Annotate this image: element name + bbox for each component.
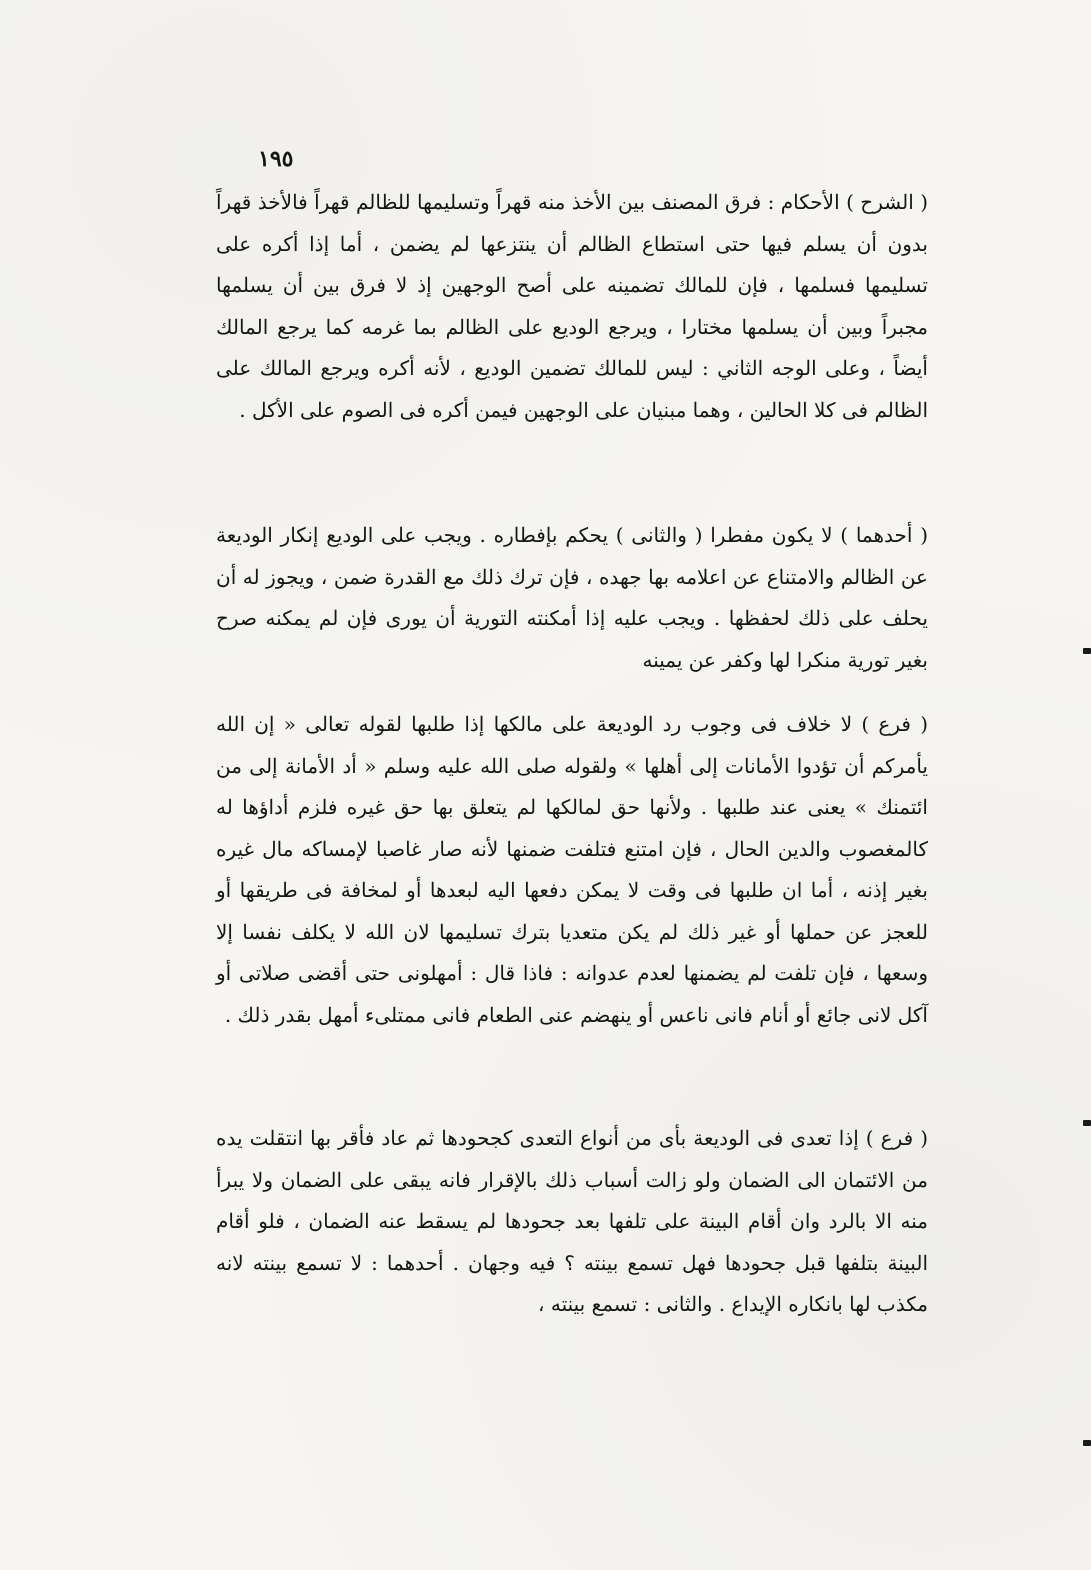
paragraph-text: ( الشرح ) الأحكام : فرق المصنف بين الأخذ منه قهراً وتسليمها للظالم قهراً فالأخذ قهراً بدون أن يسلم فيها حتى استطاع الظالم أن ينتزعها لم يضمن ، أما إذا أكره على تسليمها فسلمها ، فإن للمالك تضمينه على أصح الوجهين إذ لا فرق بين أن يسلمها مجبراً وبين أن يسلمها مختارا ، ويرجع الوديع على الظالم بما غرمه كما يرجع المالك أيضاً ، وعلى الوجه الثاني : ليس للمالك تضمين الوديع ، لأنه أكره ويرجع المالك على الظالم فى كلا الحالين ، وهما مبنيان على الوجهين فيمن أكره فى الصوم على الأكل . — [216, 190, 928, 422]
scan-edge-mark — [1083, 648, 1091, 654]
scan-edge-mark — [1083, 1440, 1091, 1446]
paragraph-first-view — [216, 515, 928, 681]
paragraph-branch-return — [216, 704, 928, 1036]
paragraph-text: ( أحدهما ) لا يكون مفطرا ( والثانى ) يحكم بإفطاره . ويجب على الوديع إنكار الوديعة عن الظالم والامتناع عن اعلامه بها جهده ، فإن ترك ذلك مع القدرة ضمن ، ويجوز له أن يحلف على ذلك لحفظها . ويجب عليه إذا أمكنته التورية أن يورى فإن لم يمكنه صرح بغير تورية منكرا لها وكفر عن يمينه — [216, 523, 928, 672]
paragraph-text: ( فرع ) لا خلاف فى وجوب رد الوديعة على مالكها إذا طلبها لقوله تعالى « إن الله يأمركم أن تؤدوا الأمانات إلى أهلها » ولقوله صلى الله عليه وسلم « أد الأمانة إلى من ائتمنك » يعنى عند طلبها . ولأنها حق لمالكها لم يتعلق بها حق غيره فلزم أداؤها له كالمغصوب والدين الحال ، فإن امتنع فتلفت ضمنها لأنه صار غاصبا لإمساكه مال غيره بغير إذنه ، أما ان طلبها فى وقت لا يمكن دفعها اليه لبعدها أو لمخافة فى طريقها أو للعجز عن حملها أو غير ذلك لم يكن متعديا بترك تسليمها لان الله لا يكلف نفسا إلا وسعها ، فإن تلفت لم يضمنها لعدم عدوانه : فاذا قال : أمهلونى حتى أقضى صلاتى أو آكل لانى جائع أو أنام فانى ناعس أو ينهضم عنى الطعام فانى ممتلىء أمهل بقدر ذلك . — [216, 712, 928, 1027]
scan-edge-mark — [1083, 1120, 1091, 1126]
paragraph-branch-transgression — [216, 1118, 928, 1326]
paragraph-commentary — [216, 182, 928, 431]
paragraph-text: ( فرع ) إذا تعدى فى الوديعة بأى من أنواع التعدى كجحودها ثم عاد فأقر بها انتقلت يده من الائتمان الى الضمان ولو زالت أسباب ذلك بالإقرار فانه يبقى على الضمان ولا يبرأ منه الا بالرد وان أقام البينة على تلفها بعد جحودها لم يسقط عنه الضمان ، فلو أقام البينة بتلفها قبل جحودها فهل تسمع بينته ؟ فيه وجهان . أحدهما : لا تسمع بينته لانه مكذب لها بانكاره الإيداع . والثانى : تسمع بينته ، — [216, 1126, 928, 1316]
page-number: ١٩٥ — [258, 146, 294, 172]
